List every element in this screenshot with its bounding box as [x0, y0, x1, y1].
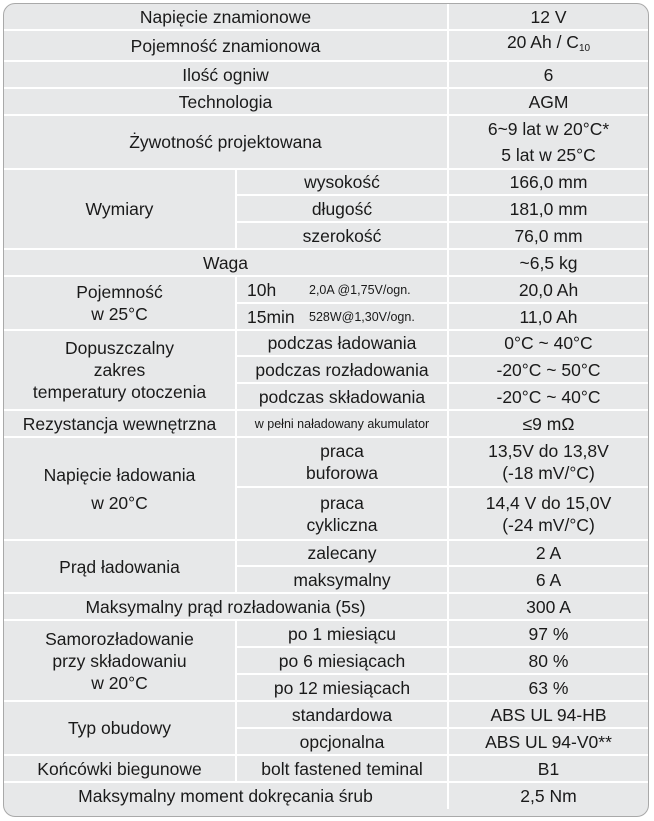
- max-discharge-label: Maksymalny prąd rozładowania (5s): [4, 593, 448, 620]
- dimension-name: długość: [236, 195, 448, 222]
- cell-count-value: 6: [448, 61, 648, 88]
- capacity-condition: 528W@1,30V/ogn.: [309, 309, 415, 324]
- capacity-label-line-2: w 25°C: [91, 304, 148, 324]
- nominal-voltage-label: Napięcie znamionowe: [4, 4, 448, 30]
- design-life-value-1: 6~9 lat w 20°C*: [487, 118, 610, 139]
- case-type-value: ABS UL 94-HB: [448, 701, 648, 728]
- case-type-name: standardowa: [236, 701, 448, 728]
- temperature-value: -20°C ~ 40°C: [448, 383, 648, 410]
- dimension-value: 181,0 mm: [448, 195, 648, 222]
- nominal-capacity-value: [448, 30, 648, 61]
- internal-resistance-label: Rezystancja wewnętrzna: [4, 410, 236, 437]
- capacity-value: 11,0 Ah: [448, 303, 648, 330]
- temperature-condition: podczas ładowania: [236, 330, 448, 356]
- max-torque-label: Maksymalny moment dokręcania śrub: [4, 782, 448, 809]
- weight-value: ~6,5 kg: [448, 249, 648, 276]
- row-max-torque: [4, 782, 648, 809]
- self-discharge-value: 97 %: [448, 620, 648, 647]
- cyclic-mode-line-2: cykliczna: [306, 514, 378, 535]
- charge-voltage-label-line-2: w 20°C: [91, 492, 148, 513]
- case-type-name: opcjonalna: [236, 728, 448, 755]
- self-discharge-label: [4, 620, 236, 701]
- self-discharge-period: po 1 miesiącu: [236, 620, 448, 647]
- charge-current-name: zalecany: [236, 540, 448, 566]
- row-max-discharge: [4, 593, 648, 620]
- capacity-condition-cell: [236, 303, 448, 330]
- dimensions-label: Wymiary: [4, 169, 236, 249]
- charge-voltage-float-value: [448, 437, 648, 487]
- nominal-capacity-main: 20 Ah / C: [506, 32, 579, 52]
- temperature-label-line-3: temperatury otoczenia: [32, 382, 207, 402]
- max-torque-value: 2,5 Nm: [520, 786, 577, 806]
- charge-current-value: 2 A: [448, 540, 648, 566]
- cyclic-value-line-1: 14,4 V do 15,0V: [485, 492, 612, 513]
- capacity-condition-cell: [236, 276, 448, 303]
- temperature-label: [4, 330, 236, 410]
- nominal-capacity-subscript: 10: [578, 43, 591, 54]
- cyclic-value-line-2: (-24 mV/°C): [502, 514, 595, 535]
- nominal-capacity-label: Pojemność znamionowa: [4, 30, 448, 61]
- temperature-condition: podczas składowania: [236, 383, 448, 410]
- cell-count-label: Ilość ogniw: [4, 61, 448, 88]
- row-weight: [4, 249, 648, 276]
- self-discharge-period: po 12 miesiącach: [236, 674, 448, 701]
- dimension-name: wysokość: [236, 169, 448, 195]
- design-life-value-2: 5 lat w 25°C: [448, 141, 648, 169]
- temperature-condition: podczas rozładowania: [236, 356, 448, 383]
- float-value-line-2: (-18 mV/°C): [502, 463, 595, 483]
- capacity-condition: 2,0A @1,75V/ogn.: [309, 282, 411, 297]
- charge-voltage-float-mode: [236, 437, 448, 487]
- capacity-label: [4, 276, 236, 330]
- temperature-label-line-1: Dopuszczalny: [65, 338, 174, 358]
- row-case-standard: [4, 701, 648, 728]
- spec-table-frame: [3, 3, 649, 817]
- cyclic-mode-line-1: praca: [320, 492, 364, 513]
- max-discharge-value: 300 A: [448, 593, 648, 620]
- float-value-line-1: 13,5V do 13,8V: [488, 441, 609, 461]
- charge-voltage-label-line-1: Napięcie ładowania: [43, 464, 196, 485]
- terminals-label: Końcówki biegunowe: [4, 755, 236, 782]
- technology-value: AGM: [448, 88, 648, 115]
- float-mode-line-2: buforowa: [306, 463, 378, 483]
- row-nominal-voltage: [4, 4, 648, 30]
- capacity-time: 10h: [247, 279, 277, 300]
- self-discharge-label-line-3: w 20°C: [91, 672, 148, 693]
- internal-resistance-value: ≤9 mΩ: [448, 410, 648, 437]
- charge-voltage-cyclic-mode: [236, 487, 448, 540]
- row-technology: [4, 88, 648, 115]
- charge-current-name: maksymalny: [236, 566, 448, 593]
- dimension-value: 76,0 mm: [448, 222, 648, 249]
- row-internal-resistance: [4, 410, 648, 437]
- dimension-name: szerokość: [236, 222, 448, 249]
- row-charge-voltage-float: [4, 437, 648, 487]
- capacity-value: 20,0 Ah: [448, 276, 648, 303]
- self-discharge-label-line-2: przy składowaniu: [52, 650, 187, 671]
- row-capacity-10h: [4, 276, 648, 303]
- temperature-label-line-2: zakres: [93, 360, 146, 380]
- charge-voltage-label: [4, 437, 236, 540]
- row-charge-current-recommended: [4, 540, 648, 566]
- row-terminals: [4, 755, 648, 782]
- charge-current-label: Prąd ładowania: [4, 540, 236, 593]
- dimension-value: 166,0 mm: [448, 169, 648, 195]
- self-discharge-period: po 6 miesiącach: [236, 647, 448, 674]
- temperature-value: -20°C ~ 50°C: [448, 356, 648, 383]
- nominal-voltage-value: 12 V: [448, 4, 648, 30]
- terminals-value: B1: [448, 755, 648, 782]
- charge-voltage-cyclic-value: [448, 487, 648, 540]
- internal-resistance-condition: w pełni naładowany akumulator: [236, 410, 448, 437]
- technology-label: Technologia: [4, 88, 448, 115]
- self-discharge-value: 63 %: [448, 674, 648, 701]
- capacity-label-line-1: Pojemność: [76, 282, 163, 302]
- row-self-discharge-1m: [4, 620, 648, 647]
- case-type-value: ABS UL 94-V0**: [448, 728, 648, 755]
- row-design-life-1: [4, 115, 648, 141]
- row-dimensions-height: [4, 169, 648, 195]
- design-life-label: Żywotność projektowana: [4, 115, 448, 169]
- row-cell-count: [4, 61, 648, 88]
- row-nominal-capacity: [4, 30, 648, 61]
- weight-label: Waga: [4, 249, 448, 276]
- self-discharge-label-line-1: Samorozładowanie: [45, 628, 194, 649]
- capacity-time: 15min: [247, 306, 295, 327]
- temperature-value: 0°C ~ 40°C: [448, 330, 648, 356]
- charge-current-value: 6 A: [448, 566, 648, 593]
- float-mode-line-1: praca: [320, 441, 364, 461]
- terminals-name: bolt fastened teminal: [236, 755, 448, 782]
- row-temp-charge: [4, 330, 648, 356]
- self-discharge-value: 80 %: [448, 647, 648, 674]
- spec-table: [4, 4, 648, 809]
- case-type-label: Typ obudowy: [4, 701, 236, 755]
